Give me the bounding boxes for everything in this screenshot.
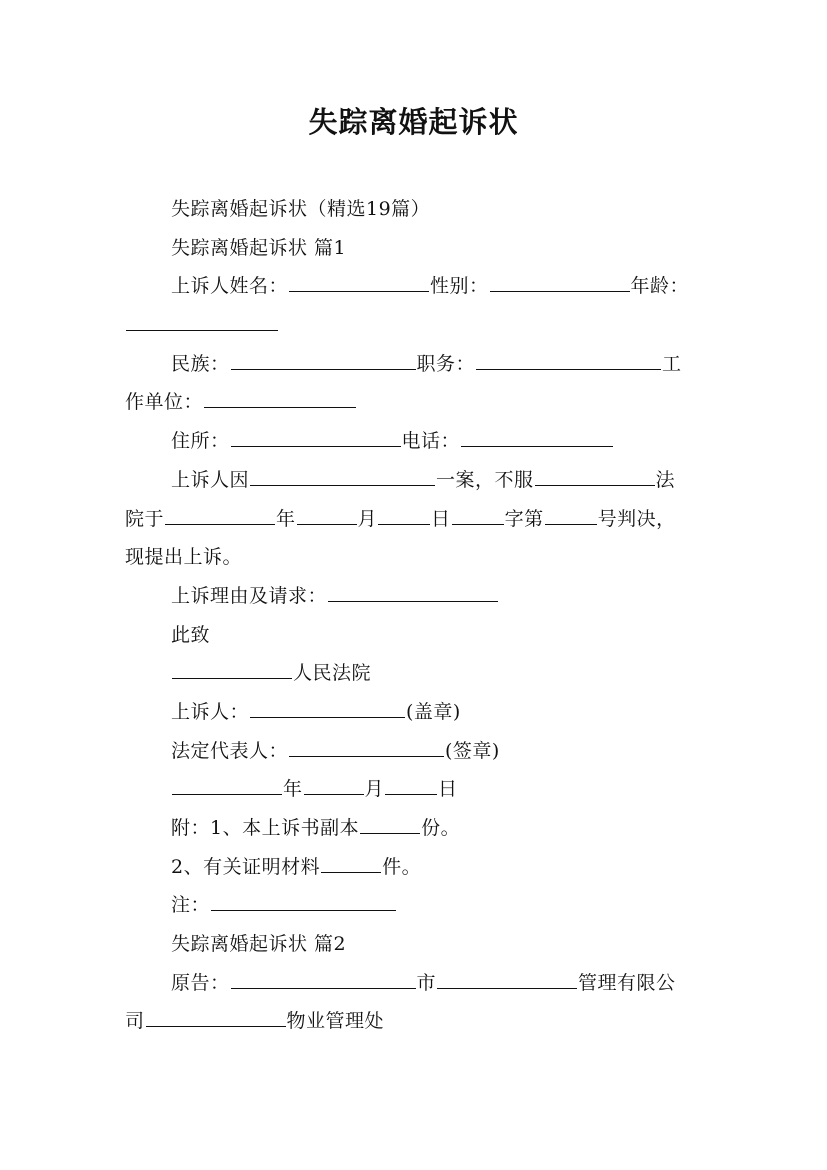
plaintiff-label: 原告： [171,971,230,994]
judgment-date-line [125,500,705,539]
work-unit-label-end: 作单位： [125,391,204,414]
attachment-1-line [125,809,705,848]
seal-label: (盖章) [406,700,461,723]
attachment-1-prefix: 附：1、本上诉书副本 [171,817,360,839]
sign-year-label: 年 [283,778,303,801]
work-unit-label-start: 工 [662,352,682,375]
property-office-label: 物业管理处 [286,1010,385,1033]
case-blank [250,466,435,486]
phone-label: 电话： [401,430,461,453]
number-blank [545,505,597,525]
company-blank [437,969,577,989]
ethnicity-label: 民族： [171,352,230,375]
attachment-2-prefix: 2、有关证明材料 [171,855,321,878]
appeal-cause-end: 法 [655,468,676,491]
character-label: 字第 [504,507,544,530]
people-court-label: 人民法院 [293,662,372,685]
company-label-end: 司 [125,1010,145,1033]
sign-month-blank [304,775,364,795]
appellant-label: 上诉人： [171,700,250,723]
people-court-line [125,654,705,693]
property-office-line [125,1002,705,1041]
character-blank [452,505,504,525]
attachment-2-line [125,848,705,887]
people-court-blank [172,659,292,679]
appellant-seal-line [125,693,705,732]
judgment-day-blank [378,505,430,525]
attachment-2-suffix: 件。 [382,855,422,878]
plaintiff-city-blank [231,969,416,989]
note-blank [211,891,396,911]
section-heading-2: 失踪离婚起诉状 篇2 [171,933,347,956]
sign-day-label: 日 [438,778,458,801]
legal-rep-line [125,732,705,771]
company-label-start: 管理有限公 [578,971,676,994]
submit-appeal-line: 现提出上诉。 [125,546,243,569]
day-label: 日 [431,507,451,530]
residence-line [125,422,705,461]
work-unit-line [125,383,705,422]
age-line [125,306,705,345]
sign-month-label: 月 [364,778,385,801]
appellant-name-label: 上诉人姓名： [171,275,289,298]
gender-label: 性别： [430,275,489,298]
document-title: 失踪离婚起诉状 [308,105,519,139]
sign-year-blank [172,775,282,795]
work-unit-blank [204,388,356,408]
sign-label: (签章) [445,739,500,762]
reasons-blank [328,582,498,602]
note-line [125,886,705,925]
sign-day-blank [385,775,437,795]
appeal-cause-prefix: 上诉人因 [171,468,250,491]
appellant-seal-blank [250,698,405,718]
position-label: 职务： [416,352,476,375]
appellant-name-blank [289,272,429,292]
ethnicity-blank [231,350,416,370]
age-label: 年龄： [630,275,690,298]
reasons-line [125,577,705,616]
to-line: 此致 [171,623,211,646]
company-name-blank [146,1007,286,1027]
section-heading-1: 失踪离婚起诉状 篇1 [171,236,347,259]
evidence-count-blank [321,853,381,873]
residence-blank [231,427,401,447]
position-blank [476,350,661,370]
city-label: 市 [416,971,437,994]
appeal-cause-mid: 一案，不服 [436,468,534,491]
appeal-cause-line [125,461,705,500]
copies-blank [360,814,420,834]
judgment-label: 号判决， [597,507,676,530]
collection-title: 失踪离婚起诉状（精选19篇） [171,198,431,220]
plaintiff-line [125,964,705,1003]
gender-blank [490,272,630,292]
phone-blank [461,427,613,447]
attachment-1-suffix: 份。 [421,817,461,839]
legal-rep-blank [289,737,444,757]
reasons-label: 上诉理由及请求： [171,584,328,607]
residence-label: 住所： [171,430,230,453]
signature-date-line [125,770,705,809]
note-label: 注： [171,894,211,917]
ethnicity-line [125,345,705,384]
court-prefix: 院于 [125,507,165,530]
judgment-year-blank [165,505,275,525]
appellant-info-line [125,267,705,306]
year-label: 年 [276,507,296,530]
judgment-month-blank [297,505,357,525]
age-blank [126,311,278,331]
legal-rep-label: 法定代表人： [171,739,289,762]
court-blank [535,466,655,486]
month-label: 月 [357,507,378,530]
document-body [125,190,705,1041]
